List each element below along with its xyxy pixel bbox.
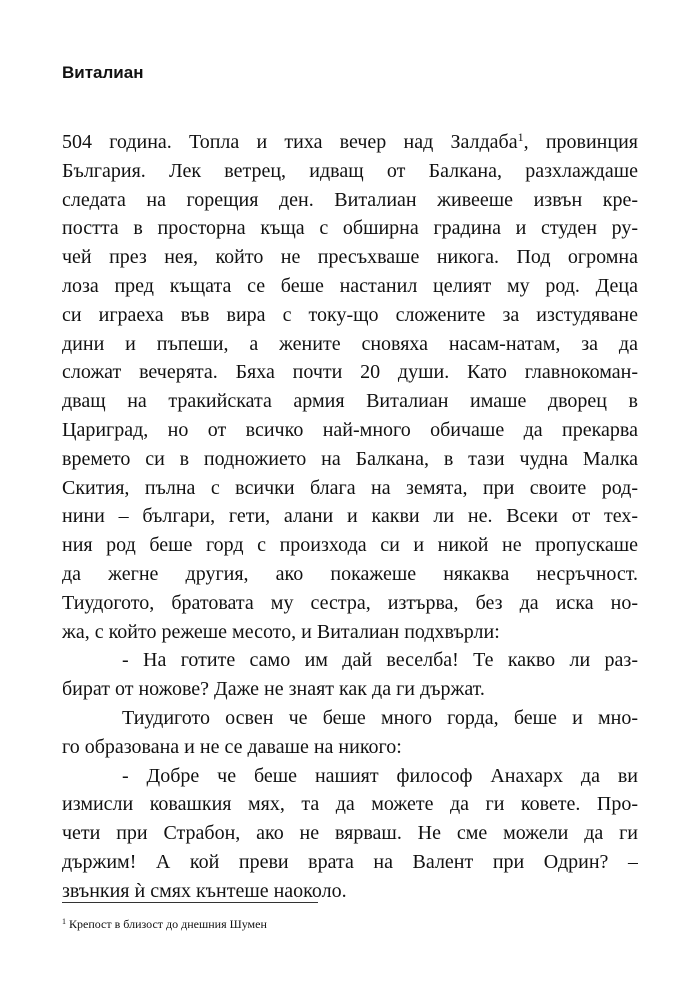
text-line-start: 504 година. Топла и тиха вечер над Залдаба (62, 131, 518, 153)
text-line: България. Лек ветрец, идващ от Балкана, разхлаждаше (62, 159, 638, 182)
text-line: да жегне другия, ако покажеше някаква несръчност. (62, 562, 638, 585)
text-line: жа, с който режеше месото, и Виталиан подхвърли: (62, 620, 500, 643)
footnote-text: Крепост в близост до днешния Шумен (66, 917, 267, 931)
text-line: дващ на тракийската армия Виталиан имаше дворец в (62, 390, 638, 413)
footnote-divider (62, 902, 318, 903)
chapter-title: Виталиан (62, 63, 144, 82)
text-line: - Добре че беше нашият философ Анахарх да ви (122, 764, 638, 787)
footnote (62, 916, 267, 932)
text-line: бират от ножове? Даже не знаят как да ги държат. (62, 678, 485, 701)
text-line: звънкия ѝ смях кънтеше наоколо. (62, 879, 347, 902)
footnote-reference[interactable]: 1 (517, 130, 524, 144)
text-line: ния род беше горд с произхода си и никой не пропускаше (62, 534, 638, 557)
text-line: чей през нея, който не пресъхваше никога. Под огромна (62, 246, 638, 269)
footnote-marker: 1 (62, 917, 66, 926)
text-line: сложат вечерята. Бяха почти 20 души. Като главнокоман- (62, 361, 638, 384)
text-line: - На готите само им дай веселба! Те какво ли раз- (122, 649, 638, 672)
text-line (62, 128, 638, 157)
text-line: Скития, пълна с всички блага на земята, при своите род- (62, 476, 638, 499)
text-line: чети при Страбон, ако не вярваш. Не сме можели да ги (62, 822, 638, 845)
text-line: държим! А кой преви врата на Валент при Одрин? – (62, 850, 638, 873)
text-line: Тиудигото освен че беше много горда, беше и мно- (122, 706, 638, 729)
text-line: Тиудогото, братовата му сестра, изтърва, без да иска но- (62, 591, 638, 614)
text-line-end: , провинция (523, 131, 638, 153)
text-line: нини – българи, гети, алани и какви ли не. Всеки от тех- (62, 505, 638, 528)
text-line: дини и пъпеши, а жените сновяха насам-натам, за да (62, 332, 638, 355)
text-line: Цариград, но от всичко най-много обичаше да прекарва (62, 418, 638, 441)
body-text (62, 128, 638, 906)
text-line: измисли ковашкия мях, та да можете да ги ковете. Про- (62, 793, 638, 816)
text-line: го образована и не се даваше на никого: (62, 735, 402, 758)
text-line: времето си в подножието на Балкана, в тази чудна Малка (62, 447, 638, 470)
text-line: си играеха във вира с току-що сложените за изстудяване (62, 303, 638, 326)
text-line: следата на горещия ден. Виталиан живееше извън кре- (62, 188, 638, 211)
text-line: лоза пред къщата се беше настанил целият му род. Деца (62, 274, 638, 297)
text-line: постта в просторна къща с обширна градина и студен ру- (62, 217, 638, 240)
